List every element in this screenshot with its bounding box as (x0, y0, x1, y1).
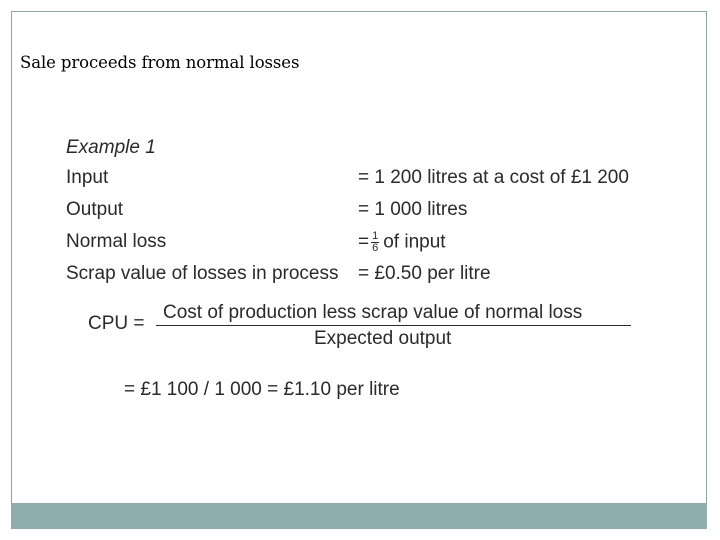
row-label: Normal loss (66, 231, 167, 252)
formula-lhs: CPU = (88, 313, 145, 334)
fraction-bar (156, 325, 631, 326)
row-label: Scrap value of losses in process (66, 263, 339, 284)
row-output (66, 199, 666, 229)
example-block (66, 137, 686, 437)
row-input (66, 167, 666, 197)
value-suffix: of input (383, 231, 446, 253)
row-value (358, 231, 446, 254)
example-heading: Example 1 (66, 137, 156, 158)
row-normal-loss (66, 231, 666, 261)
formula-numerator: Cost of production less scrap value of normal loss (163, 302, 583, 323)
row-value: = £0.50 per litre (358, 263, 491, 284)
row-value: = 1 200 litres at a cost of £1 200 (358, 167, 629, 188)
row-value: = 1 000 litres (358, 199, 468, 220)
fraction-numerator: 1 (372, 230, 379, 242)
formula-denominator: Expected output (314, 328, 452, 349)
row-scrap-value (66, 263, 666, 293)
slide-title: Sale proceeds from normal losses (20, 53, 300, 72)
fraction (371, 231, 379, 254)
slide-footer-bar (11, 503, 707, 529)
row-label: Output (66, 199, 124, 220)
row-label: Input (66, 167, 109, 188)
formula-result: = £1 100 / 1 000 = £1.10 per litre (124, 379, 400, 400)
equals-sign: = (358, 231, 370, 253)
fraction-denominator: 6 (372, 242, 379, 254)
cpu-formula (88, 302, 648, 352)
